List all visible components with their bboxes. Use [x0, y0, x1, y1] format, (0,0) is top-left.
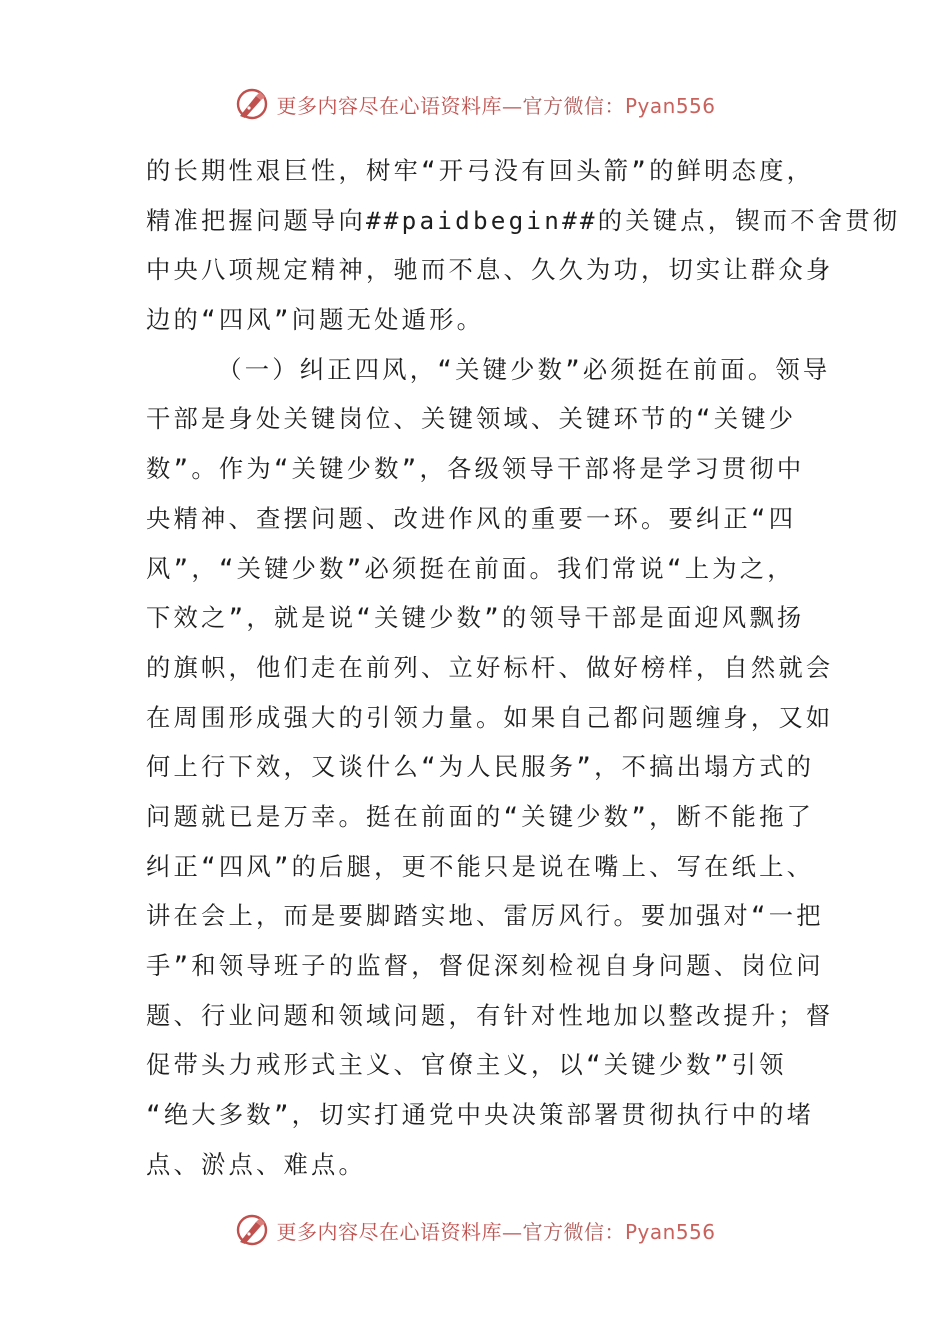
- body-line: 在周围形成强大的引领力量。如果自己都问题缠身，又如: [146, 702, 834, 732]
- document-body: [146, 146, 901, 1189]
- body-line: （一）纠正四风，“关键少数”必须挺在前面。领导: [146, 354, 831, 384]
- body-line: 题、行业问题和领域问题，有针对性地加以整改提升；督: [146, 1000, 834, 1030]
- header-banner-text: [276, 90, 715, 119]
- body-line: “绝大多数”，切实打通党中央决策部署贯彻执行中的堵: [146, 1100, 815, 1130]
- body-line: 边的“四风”问题无处遁形。: [146, 305, 485, 335]
- body-line: 精准把握问题导向##paidbegin##的关键点，锲而不舍贯彻: [146, 205, 901, 235]
- body-line: 干部是身处关键岗位、关键领域、关键环节的“关键少: [146, 404, 797, 434]
- body-line: 央精神、查摆问题、改进作风的重要一环。要纠正“四: [146, 503, 797, 533]
- header-banner-inner: [234, 86, 715, 122]
- body-line: 下效之”，就是说“关键少数”的领导干部是面迎风飘扬: [146, 603, 805, 633]
- body-line: 中央八项规定精神，驰而不息、久久为功，切实让群众身: [146, 255, 834, 285]
- body-line: 手”和领导班子的监督，督促深刻检视自身问题、岗位问: [146, 951, 824, 980]
- body-line: 点、淤点、难点。: [146, 1149, 366, 1179]
- pen-nib-logo-icon: [234, 1212, 270, 1248]
- footer-wechat-label: 官方微信：: [522, 1219, 625, 1244]
- body-line: 的长期性艰巨性，树牢“开弓没有回头箭”的鲜明态度，: [146, 156, 815, 185]
- body-line: 风”，“关键少数”必须挺在前面。我们常说“上为之，: [146, 553, 795, 583]
- body-line: 数”。作为“关键少数”，各级领导干部将是学习贯彻中: [146, 454, 805, 484]
- footer-wechat-code: Pyan556: [624, 1219, 716, 1244]
- body-line: 纠正“四风”的后腿，更不能只是说在嘴上、写在纸上、: [146, 851, 815, 881]
- footer-dash: —: [501, 1219, 523, 1244]
- header-banner: [0, 82, 950, 126]
- header-site-text: 更多内容尽在心语资料库: [276, 93, 502, 118]
- header-wechat-label: 官方微信：: [522, 93, 625, 118]
- body-line: 讲在会上，而是要脚踏实地、雷厉风行。要加强对“一把: [146, 901, 824, 931]
- body-line: 问题就已是万幸。挺在前面的“关键少数”，断不能拖了: [146, 801, 815, 831]
- pen-nib-logo-icon: [234, 86, 270, 122]
- footer-banner-text: [276, 1216, 715, 1245]
- header-dash: —: [501, 93, 523, 118]
- body-line: 的旗帜，他们走在前列、立好标杆、做好榜样，自然就会: [146, 652, 834, 682]
- body-line: 何上行下效，又谈什么“为人民服务”，不搞出塌方式的: [146, 752, 815, 782]
- body-line: 促带头力戒形式主义、官僚主义，以“关键少数”引领: [146, 1050, 787, 1080]
- footer-banner: [0, 1208, 950, 1252]
- header-wechat-code: Pyan556: [624, 93, 716, 118]
- footer-banner-inner: [234, 1212, 715, 1248]
- footer-site-text: 更多内容尽在心语资料库: [276, 1219, 502, 1244]
